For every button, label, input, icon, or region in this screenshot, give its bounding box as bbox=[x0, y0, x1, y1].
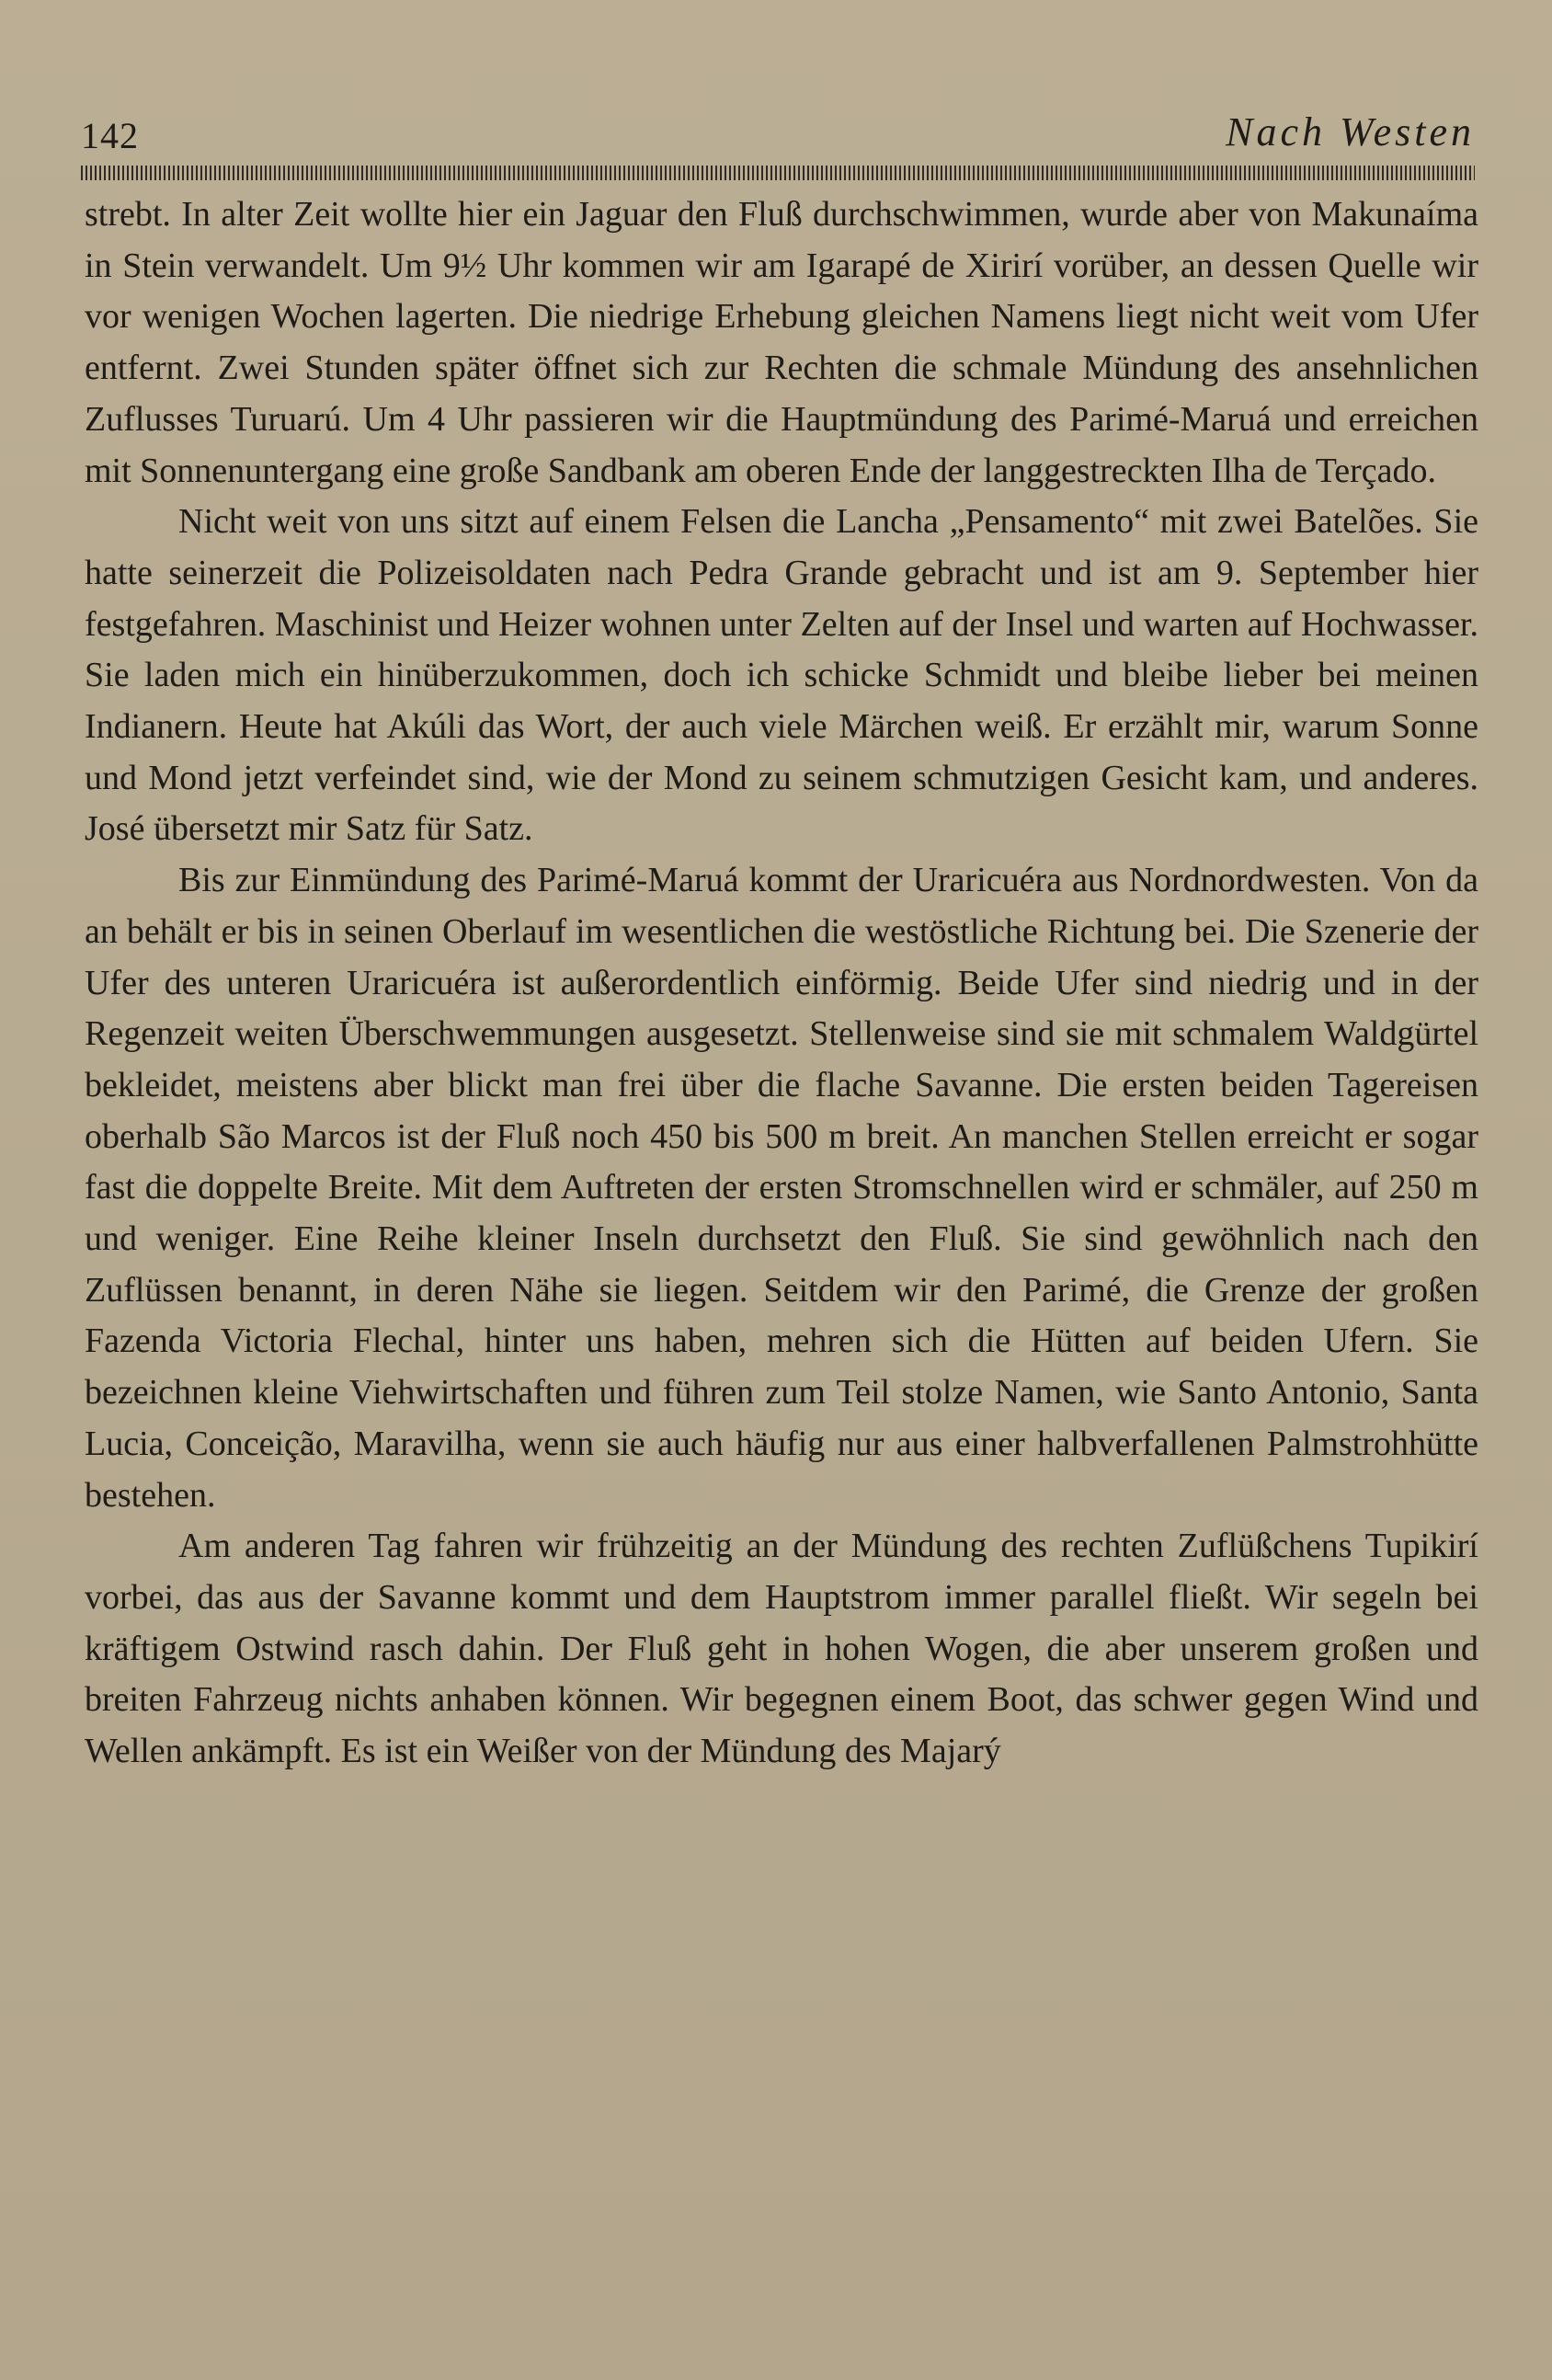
page-number: 142 bbox=[81, 115, 139, 156]
paragraph-1: strebt. In alter Zeit wollte hier ein Jaguar den Fluß durchschwimmen, wurde aber von Makunaíma in Stein verwandelt. Um 9½ Uhr kommen wir am Igarapé de Xirirí vorüber, an dessen Quelle wir vor wenigen Wochen lagerten. Die niedrige Erhebung gleichen Namens liegt nicht weit vom Ufer entfernt. Zwei Stunden später öffnet sich zur Rechten die schmale Mündung des ansehnlichen Zuflusses Turuarú. Um 4 Uhr passieren wir die Hauptmündung des Parimé-Maruá und erreichen mit Sonnenuntergang eine große Sandbank am oberen Ende der langgestreckten Ilha de Terçado. bbox=[85, 195, 1478, 490]
running-title: Nach Westen bbox=[1226, 109, 1475, 154]
paragraph-3: Bis zur Einmündung des Parimé-Maruá kommt der Uraricuéra aus Nordnordwesten. Von da an behält er bis in seinen Oberlauf im wesentlichen die westöstliche Richtung bei. Die Szenerie der Ufer des unteren Uraricuéra ist außerordentlich einförmig. Beide Ufer sind niedrig und in der Regenzeit weiten Überschwemmungen ausgesetzt. Stellenweise sind sie mit schmalem Waldgürtel bekleidet, meistens aber blickt man frei über die flache Savanne. Die ersten beiden Tagereisen oberhalb São Marcos ist der Fluß noch 450 bis 500 m breit. An manchen Stellen erreicht er sogar fast die doppelte Breite. Mit dem Auftreten der ersten Stromschnellen wird er schmäler, auf 250 m und weniger. Eine Reihe kleiner Inseln durchsetzt den Fluß. Sie sind gewöhnlich nach den Zuflüssen benannt, in deren Nähe sie liegen. Seitdem wir den Parimé, die Grenze der großen Fazenda Victoria Flechal, hinter uns haben, mehren sich die Hütten auf beiden Ufern. Sie bezeichnen kleine Viehwirtschaften und führen zum Teil stolze Namen, wie Santo Antonio, Santa Lucia, Conceição, Maravilha, wenn sie auch häufig nur aus einer halbverfallenen Palmstrohhütte bestehen. bbox=[85, 861, 1478, 1515]
body-text bbox=[85, 189, 1478, 1778]
decorative-header-rule bbox=[81, 166, 1475, 180]
paragraph-4: Am anderen Tag fahren wir frühzeitig an der Mündung des rechten Zuflüßchens Tupikirí vorbei, das aus der Savanne kommt und dem Hauptstrom immer parallel fließt. Wir segeln bei kräftigem Ostwind rasch dahin. Der Fluß geht in hohen Wogen, die aber unserem großen und breiten Fahrzeug nichts anhaben können. Wir begegnen einem Boot, das schwer gegen Wind und Wellen ankämpft. Es ist ein Weißer von der Mündung des Majarý bbox=[85, 1527, 1478, 1771]
paragraph-2: Nicht weit von uns sitzt auf einem Felsen die Lancha „Pensamento“ mit zwei Batelões. Sie hatte seinerzeit die Polizeisoldaten nach Pedra Grande gebracht und ist am 9. September hier festgefahren. Maschinist und Heizer wohnen unter Zelten auf der Insel und warten auf Hochwasser. Sie laden mich ein hinüberzukommen, doch ich schicke Schmidt und bleibe lieber bei meinen Indianern. Heute hat Akúli das Wort, der auch viele Märchen weiß. Er erzählt mir, warum Sonne und Mond jetzt verfeindet sind, wie der Mond zu seinem schmutzigen Gesicht kam, und anderes. José übersetzt mir Satz für Satz. bbox=[85, 502, 1478, 849]
page-header bbox=[81, 110, 1475, 164]
